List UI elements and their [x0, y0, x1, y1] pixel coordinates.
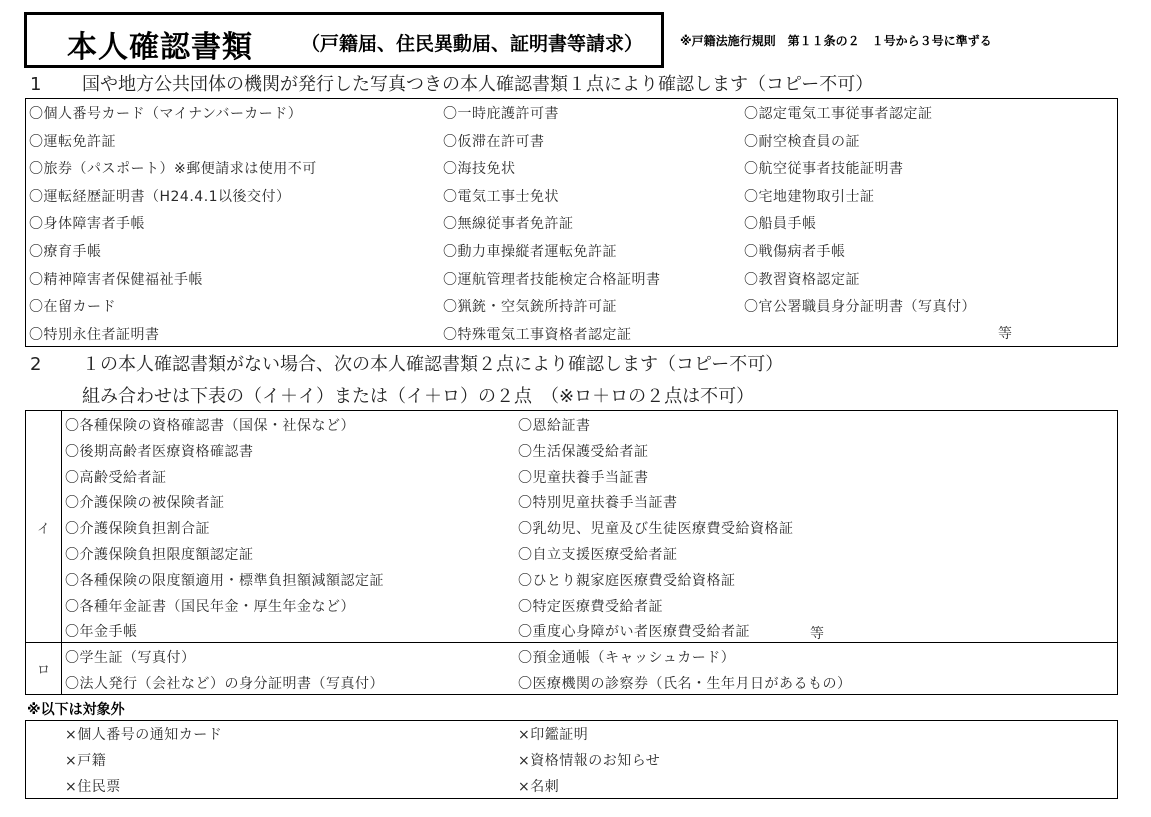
section-1-number: 1	[30, 74, 42, 95]
section-2-subheading: 組み合わせは下表の（イ＋イ）または（イ＋ロ）の２点 （※ロ＋ロの２点は不可）	[82, 386, 755, 407]
title-box	[24, 12, 664, 68]
group-ro-item: 〇預金通帳（キャッシュカード）	[518, 650, 736, 666]
id-document-item: 〇動力車操縦者運転免許証	[443, 244, 617, 260]
excluded-item: ×戸籍	[65, 752, 107, 769]
section-1-etc: 等	[998, 326, 1013, 342]
group-i-item: 〇特定医療費受給者証	[518, 598, 663, 615]
id-document-item: 〇個人番号カード（マイナンバーカード）	[29, 106, 303, 122]
group-ro-item: 〇医療機関の診察券（氏名・生年月日があるもの）	[518, 675, 852, 692]
excluded-table	[25, 720, 1118, 799]
group-ro-label: ロ	[26, 643, 62, 694]
group-i-etc: 等	[810, 626, 825, 642]
excluded-item: ×個人番号の通知カード	[65, 727, 223, 743]
section-1-table	[25, 98, 1118, 347]
group-i-item: 〇ひとり親家庭医療費受給資格証	[518, 572, 736, 589]
group-i-item: 〇重度心身障がい者医療費受給者証	[518, 624, 750, 641]
group-i-item: 〇特別児童扶養手当証書	[518, 495, 678, 512]
group-i-item: 〇各種保険の資格確認書（国保・社保など）	[65, 418, 355, 434]
id-document-item: 〇航空従事者技能証明書	[744, 161, 904, 178]
id-document-item: 〇特別永住者証明書	[29, 326, 160, 343]
excluded-item: ×名刺	[518, 778, 560, 795]
id-document-item: 〇船員手帳	[744, 216, 817, 233]
group-i-item: 〇児童扶養手当証書	[518, 469, 649, 486]
group-i-item: 〇乳幼児、児童及び生徒医療費受給資格証	[518, 521, 794, 538]
group-ro-item: 〇学生証（写真付）	[65, 650, 196, 666]
section-1-title: 国や地方公共団体の機関が発行した写真つきの本人確認書類１点により確認します（コピー不可）	[82, 74, 874, 95]
group-i-item: 〇各種保険の限度額適用・標準負担額減額認定証	[65, 572, 384, 589]
section-2-title: １の本人確認書類がない場合、次の本人確認書類２点により確認します（コピー不可）	[82, 354, 784, 375]
section-2-number: 2	[30, 354, 42, 375]
id-document-item: 〇運航管理者技能検定合格証明書	[443, 271, 661, 288]
group-i-item: 〇生活保護受給者証	[518, 443, 649, 460]
group-i-item: 〇介護保険の被保険者証	[65, 495, 225, 512]
id-document-item: 〇在留カード	[29, 299, 116, 316]
excluded-item: ×住民票	[65, 778, 121, 795]
id-document-item: 〇身体障害者手帳	[29, 216, 145, 233]
group-divider	[26, 642, 1117, 643]
group-i-item: 〇自立支援医療受給者証	[518, 547, 678, 563]
group-i-item: 〇高齢受給者証	[65, 469, 167, 486]
page-subtitle: （戸籍届、住民異動届、証明書等請求）	[301, 33, 644, 55]
id-document-item: 〇教習資格認定証	[744, 271, 860, 288]
section-2-table	[25, 410, 1118, 695]
id-document-item: 〇海技免状	[443, 161, 516, 178]
id-document-item: 〇官公署職員身分証明書（写真付）	[744, 299, 976, 316]
id-document-item: 〇戦傷病者手帳	[744, 244, 846, 260]
page-title: 本人確認書類	[67, 30, 253, 65]
id-document-item: 〇耐空検査員の証	[744, 133, 860, 150]
id-document-item: 〇宅地建物取引士証	[744, 188, 875, 205]
group-ro-item: 〇法人発行（会社など）の身分証明書（写真付）	[65, 675, 384, 692]
id-document-item: 〇特殊電気工事資格者認定証	[443, 326, 632, 343]
id-document-item: 〇運転経歴証明書（H24.4.1以後交付）	[29, 188, 291, 205]
excluded-item: ×資格情報のお知らせ	[518, 752, 661, 769]
id-document-item: 〇一時庇護許可書	[443, 106, 559, 122]
legal-note: ※戸籍法施行規則 第１１条の２ １号から３号に準ずる	[680, 34, 992, 48]
id-document-item: 〇療育手帳	[29, 244, 102, 260]
group-i-item: 〇各種年金証書（国民年金・厚生年金など）	[65, 598, 355, 615]
group-i-item: 〇後期高齢者医療資格確認書	[65, 443, 254, 460]
id-document-item: 〇認定電気工事従事者認定証	[744, 106, 933, 122]
section-2-heading	[30, 350, 783, 376]
id-document-item: 〇精神障害者保健福祉手帳	[29, 271, 203, 288]
group-i-item: 〇年金手帳	[65, 624, 138, 641]
id-document-item: 〇無線従事者免許証	[443, 216, 574, 233]
excluded-item: ×印鑑証明	[518, 727, 589, 743]
group-i-item: 〇介護保険負担限度額認定証	[65, 547, 254, 563]
id-document-item: 〇仮滞在許可書	[443, 133, 545, 150]
id-document-item: 〇猟銃・空気銃所持許可証	[443, 299, 617, 316]
group-i-item: 〇介護保険負担割合証	[65, 521, 210, 538]
section-1-heading	[30, 70, 873, 96]
group-i-item: 〇恩給証書	[518, 418, 591, 434]
group-i-label: イ	[26, 411, 62, 643]
id-document-item: 〇運転免許証	[29, 133, 116, 150]
excluded-heading: ※以下は対象外	[27, 702, 125, 718]
id-document-item: 〇旅券（パスポート）※郵便請求は使用不可	[29, 161, 317, 178]
id-document-item: 〇電気工事士免状	[443, 188, 559, 205]
